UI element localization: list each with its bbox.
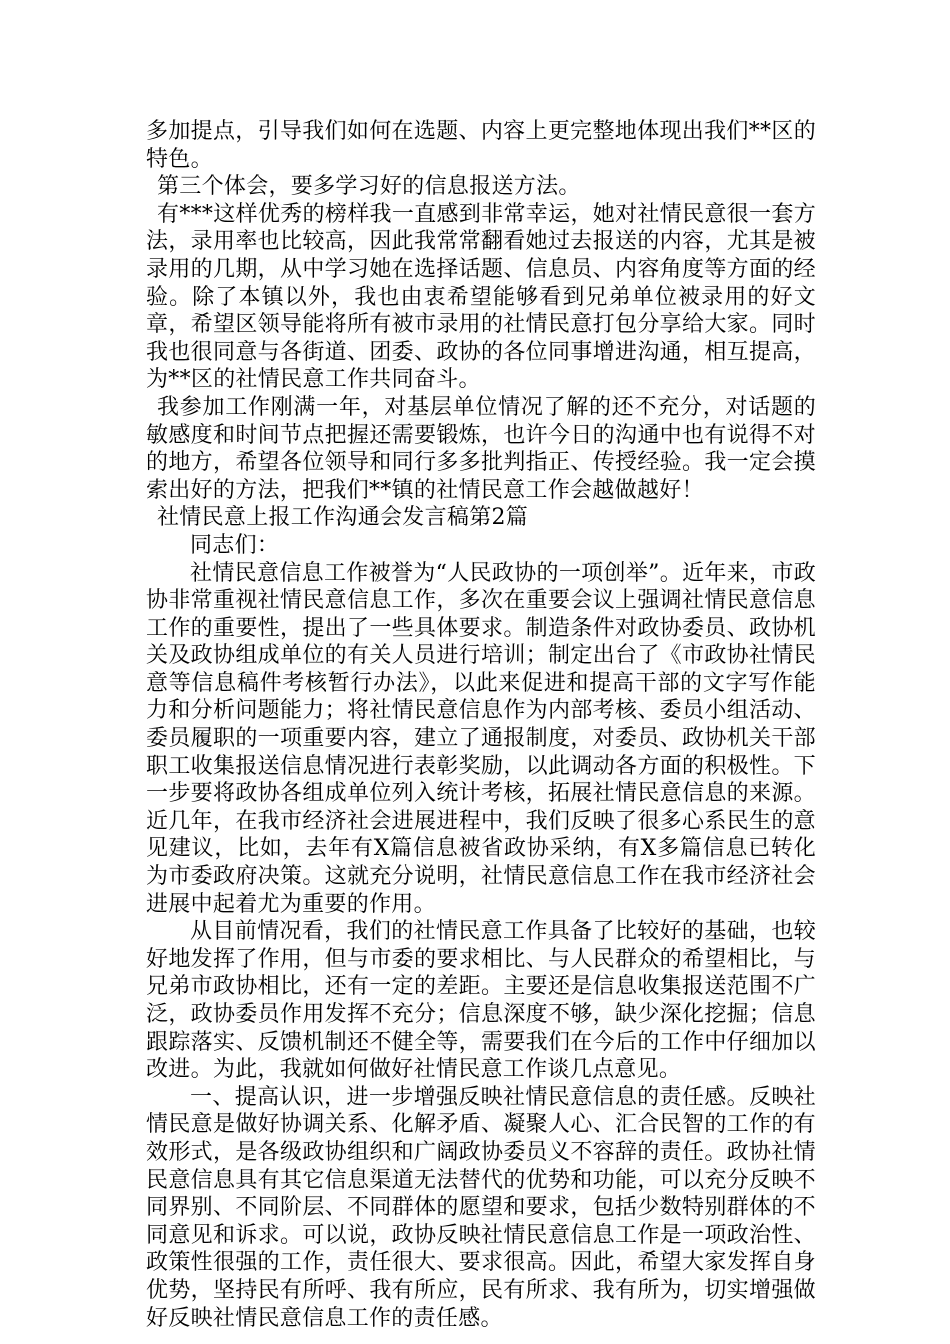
- paragraph-continuation: 多加提点，引导我们如何在选题、内容上更完整地体现出我们**区的特色。: [146, 119, 816, 172]
- paragraph-role-model: 有***这样优秀的榜样我一直感到非常幸运，她对社情民意很一套方法，录用率也比较高，因此我常常翻看她过去报送的内容，尤其是被录用的几期，从中学习她在选择话题、信息员、内容角度等方面的经验。除了本镇以外，我也由衷希望能够看到兄弟单位被录用的好文章，希望区领导能将所有被市录用的社情民意打包分享给大家。同时我也很同意与各街道、团委、政协的各位同事增进沟通，相互提高，为**区的社情民意工作共同奋斗。: [146, 201, 816, 393]
- paragraph-point-one: 一、提高认识，进一步增强反映社情民意信息的责任感。反映社情民意是做好协调关系、化解矛盾、凝聚人心、汇合民智的工作的有效形式，是各级政协组织和广阔政协委员义不容辞的责任。政协社情民意信息具有其它信息渠道无法替代的优势和功能，可以充分反映不同界别、不同阶层、不同群体的愿望和要求，包括少数特别群体的不同意见和诉求。可以说，政协反映社情民意信息工作是一项政治性、政策性很强的工作，责任很大、要求很高。因此，希望大家发挥自身优势，坚持民有所呼、我有所应，民有所求、我有所为，切实增强做好反映社情民意信息工作的责任感。: [146, 1084, 816, 1331]
- paragraph-third-experience-heading: 第三个体会，要多学习好的信息报送方法。: [157, 174, 581, 200]
- paragraph-current-situation: 从目前情况看，我们的社情民意工作具备了比较好的基础，也较好地发挥了作用，但与市委的要求相比、与人民群众的希望相比，与兄弟市政协相比，还有一定的差距。主要还是信息收集报送范围不广泛，政协委员作用发挥不充分；信息深度不够，缺少深化挖掘；信息跟踪落实、反馈机制还不健全等，需要我们在今后的工作中仔细加以改进。为此，我就如何做好社情民意工作谈几点意见。: [146, 919, 816, 1083]
- paragraph-closing-remarks: 我参加工作刚满一年，对基层单位情况了解的还不充分，对话题的敏感度和时间节点把握还需要锻炼，也许今日的沟通中也有说得不对的地方，希望各位领导和同行多多批判指正、传授经验。我一定会摸索出好的方法，把我们**镇的社情民意工作会越做越好！: [146, 394, 816, 503]
- section-title: 社情民意上报工作沟通会发言稿第2篇: [157, 505, 529, 531]
- document-page: [146, 118, 816, 1332]
- salutation: 同志们：: [190, 532, 280, 558]
- paragraph-introduction: 社情民意信息工作被誉为“人民政协的一项创举”。近年来，市政协非常重视社情民意信息工作，多次在重要会议上强调社情民意信息工作的重要性，提出了一些具体要求。制造条件对政协委员、政协机关及政协组成单位的有关人员进行培训；制定出台了《市政协社情民意等信息稿件考核暂行办法》，以此来促进和提高干部的文字写作能力和分析问题能力；将社情民意信息作为内部考核、委员小组活动、委员履职的一项重要内容，建立了通报制度，对委员、政协机关干部职工收集报送信息情况进行表彰奖励，以此调动各方面的积极性。下一步要将政协各组成单位列入统计考核，拓展社情民意信息的来源。近几年，在我市经济社会进展进程中，我们反映了很多心系民生的意见建议，比如，去年有X篇信息被省政协采纳，有X多篇信息已转化为市委政府决策。这就充分说明，社情民意信息工作在我市经济社会进展中起着尤为重要的作用。: [146, 560, 816, 917]
